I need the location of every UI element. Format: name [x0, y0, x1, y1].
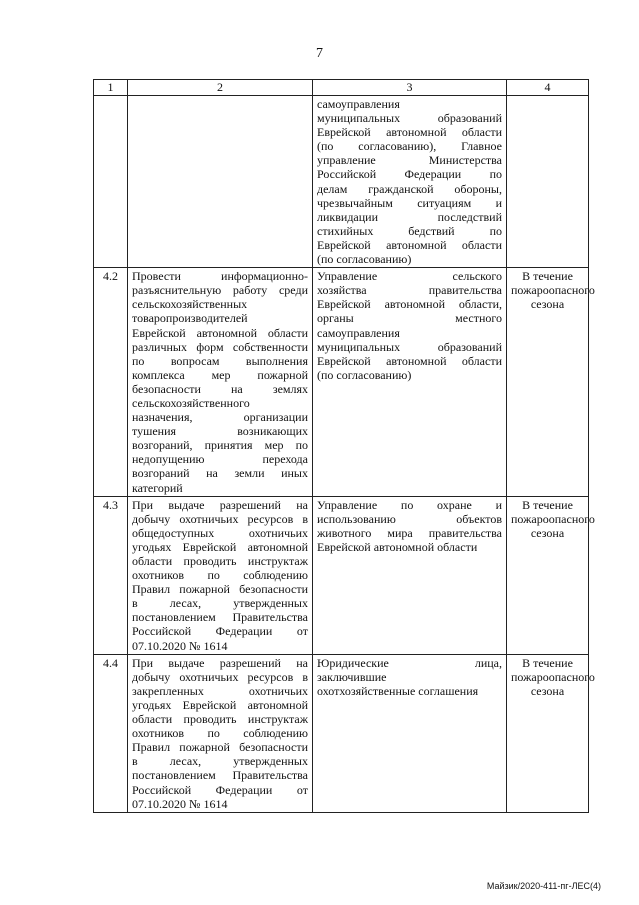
text-line: Еврейской автономной области [317, 353, 502, 368]
text-line: животного мира правительства [317, 525, 502, 540]
text-line: (по согласованию) [317, 252, 412, 267]
action-cell-text [132, 498, 308, 653]
row-number-text: 4.2 [103, 269, 118, 284]
text-line: безопасности на землях [132, 381, 308, 396]
text-line: При выдаче разрешений на [132, 497, 308, 512]
term-cell [507, 268, 595, 497]
term-cell [507, 496, 595, 654]
text-line: Российской Федерации по [317, 167, 502, 182]
text-line: муниципальных образований [317, 111, 502, 126]
text-line: назначения, организации [132, 410, 308, 425]
term-cell-text: В течение пожароопасного сезона [511, 655, 595, 698]
text-line: общедоступных охотничьих [132, 525, 308, 540]
text-line: области проводить инструктаж [132, 554, 308, 568]
responsible-cell-text [317, 97, 502, 266]
text-line: постановлением Правительства [132, 610, 308, 625]
responsible-cell [313, 654, 507, 812]
row-number [94, 654, 128, 812]
text-line: тушения возникающих [132, 424, 308, 439]
text-line: ликвидации последствий [317, 209, 502, 224]
row-number [94, 268, 128, 497]
text-line: органы местного [317, 311, 502, 326]
text-line: охотников по соблюдению [132, 568, 308, 583]
text-line: Еврейской автономной области [132, 325, 308, 340]
text-line: При выдаче разрешений на [132, 655, 308, 670]
text-line: заключившие [317, 669, 387, 684]
text-line: комплекса мер пожарной [132, 367, 308, 382]
measures-table [93, 79, 595, 813]
text-line: категорий [132, 480, 183, 495]
responsible-cell-text [317, 269, 502, 382]
term-cell-text: В течение пожароопасного сезона [511, 497, 595, 540]
text-line: охотников по соблюдению [132, 726, 308, 741]
document-code: Майзик/2020-411-пг-ЛЕС(4) [486, 881, 601, 891]
text-line: самоуправления [317, 325, 400, 340]
page-number: 7 [316, 46, 323, 61]
term-cell-text: В течение пожароопасного сезона [511, 269, 595, 312]
column-header-1: 1 [94, 80, 128, 96]
table-row [94, 96, 589, 268]
text-line: чрезвычайным ситуациям и [317, 195, 502, 210]
term-cell [507, 96, 589, 268]
responsible-cell [313, 496, 507, 654]
text-line: сельскохозяйственного [132, 395, 250, 410]
column-header-3: 3 [313, 80, 507, 96]
row-number [94, 96, 128, 268]
text-line: добычу охотничьих ресурсов в [132, 511, 308, 526]
text-line: постановлением Правительства [132, 768, 308, 783]
text-line: 07.10.2020 № 1614 [132, 638, 228, 653]
text-line: угодьях Еврейской автономной [132, 539, 308, 554]
text-line: Правил пожарной безопасности [132, 740, 308, 755]
action-cell [128, 654, 313, 812]
action-cell [128, 96, 313, 268]
text-line: самоуправления [317, 97, 400, 111]
text-line: по вопросам выполнения [132, 353, 308, 368]
text-line: стихийных бедствий по [317, 223, 502, 238]
column-header-2: 2 [128, 80, 313, 96]
text-line: использованию объектов [317, 511, 502, 526]
text-line: Управление сельского [317, 269, 502, 284]
text-line: области проводить инструктаж [132, 712, 308, 727]
text-line: товаропроизводителей [132, 311, 248, 326]
table-row [94, 496, 589, 654]
text-line: Российской Федерации от [132, 624, 308, 639]
text-line: Еврейской автономной области [317, 125, 502, 140]
text-line: (по согласованию) [317, 367, 412, 382]
text-line: недопущению перехода [132, 452, 308, 467]
text-line: Еврейской автономной области [317, 237, 502, 252]
text-line: Юридические лица, [317, 655, 502, 670]
responsible-cell [313, 96, 507, 268]
text-line: закрепленных охотничьих [132, 683, 308, 698]
text-line: охотхозяйственные соглашения [317, 683, 479, 698]
action-cell-text [132, 269, 308, 495]
responsible-cell-text [317, 498, 502, 554]
table-row [94, 268, 589, 497]
text-line: (по согласованию), Главное [317, 139, 502, 154]
action-cell [128, 268, 313, 497]
text-line: угодьях Еврейской автономной [132, 697, 308, 712]
term-cell [507, 654, 595, 812]
text-line: хозяйства правительства [317, 283, 502, 298]
text-line: Провести информационно- [132, 269, 308, 284]
row-number [94, 496, 128, 654]
table-row [94, 654, 589, 812]
text-line: в лесах, утвержденных [132, 596, 308, 611]
text-line: Еврейской автономной области, [317, 297, 502, 312]
row-number-text: 4.3 [103, 497, 118, 512]
text-line: делам гражданской обороны, [317, 181, 502, 196]
text-line: муниципальных образований [317, 339, 502, 354]
action-cell [128, 496, 313, 654]
text-line: возгораний на земли иных [132, 466, 308, 481]
table-header-row [94, 80, 589, 96]
text-line: возгораний, принятия мер по [132, 438, 308, 453]
text-line: разъяснительную работу среди [132, 283, 308, 298]
text-line: добычу охотничьих ресурсов в [132, 669, 308, 684]
text-line: различных форм собственности [132, 339, 308, 354]
text-line: сельскохозяйственных [132, 297, 248, 312]
responsible-cell-text [317, 656, 502, 698]
text-line: Правил пожарной безопасности [132, 582, 308, 597]
text-line: управление Министерства [317, 153, 502, 168]
row-number-text: 4.4 [103, 655, 118, 670]
text-line: Еврейской автономной области [317, 539, 478, 554]
action-cell-text [132, 656, 308, 811]
column-header-4: 4 [507, 80, 589, 96]
text-line: 07.10.2020 № 1614 [132, 796, 228, 811]
text-line: Российской Федерации от [132, 782, 308, 797]
text-line: в лесах, утвержденных [132, 754, 308, 769]
responsible-cell [313, 268, 507, 497]
text-line: Управление по охране и [317, 497, 502, 512]
